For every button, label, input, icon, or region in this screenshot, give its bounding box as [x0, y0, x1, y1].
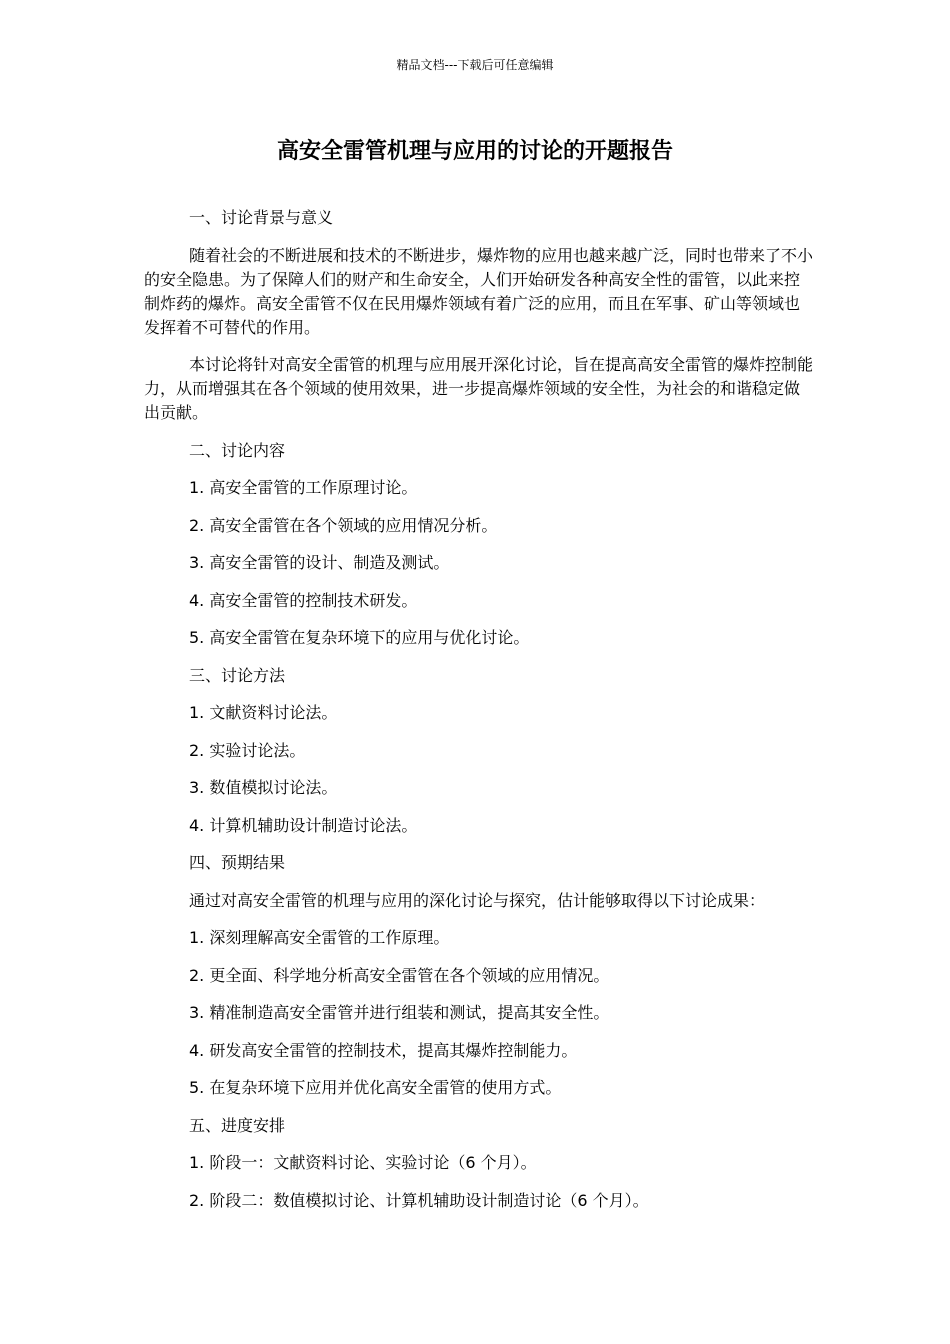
- list-item: 3. 高安全雷管的设计、制造及测试。: [189, 553, 450, 572]
- list-item: 4. 计算机辅助设计制造讨论法。: [189, 815, 418, 835]
- list-item: 1. 高安全雷管的工作原理讨论。: [189, 478, 418, 497]
- section-3-heading: 三、讨论方法: [189, 665, 286, 685]
- list-item: 2. 实验讨论法。: [189, 740, 306, 760]
- list-item: 3. 数值模拟讨论法。: [189, 778, 338, 797]
- list-item: 1. 阶段一：文献资料讨论、实验讨论（6 个月）。: [189, 1153, 537, 1172]
- header-note: 精品文档---下载后可任意编辑: [396, 58, 554, 72]
- document-body: [144, 206, 814, 1226]
- section-2-heading: 二、讨论内容: [189, 440, 286, 460]
- section-1-paragraph-1: 随着社会的不断进展和技术的不断进步，爆炸物的应用也越来越广泛，同时也带来了不小的安全隐患。为了保障人们的财产和生命安全，人们开始研发各种高安全性的雷管，以此来控制炸药的爆炸。高安全雷管不仅在民用爆炸领域有着广泛的应用，而且在军事、矿山等领域也发挥着不可替代的作用。: [144, 245, 814, 337]
- list-item: 4. 研发高安全雷管的控制技术，提高其爆炸控制能力。: [189, 1040, 578, 1060]
- section-4-heading: 四、预期结果: [189, 853, 286, 872]
- list-item: 1. 文献资料讨论法。: [189, 703, 338, 722]
- document-title: 高安全雷管机理与应用的讨论的开题报告: [276, 139, 673, 164]
- list-item: 5. 高安全雷管在复杂环境下的应用与优化讨论。: [189, 628, 530, 647]
- list-item: 2. 阶段二：数值模拟讨论、计算机辅助设计制造讨论（6 个月）。: [189, 1190, 649, 1210]
- section-4-intro: 通过对高安全雷管的机理与应用的深化讨论与探究，估计能够取得以下讨论成果：: [189, 890, 766, 910]
- section-1-heading: 一、讨论背景与意义: [189, 208, 334, 227]
- list-item: 2. 更全面、科学地分析高安全雷管在各个领域的应用情况。: [189, 965, 610, 985]
- section-1-paragraph-2: 本讨论将针对高安全雷管的机理与应用展开深化讨论，旨在提高高安全雷管的爆炸控制能力，从而增强其在各个领域的使用效果，进一步提高爆炸领域的安全性，为社会的和谐稳定做出贡献。: [144, 355, 814, 422]
- list-item: 3. 精准制造高安全雷管并进行组装和测试，提高其安全性。: [189, 1003, 610, 1022]
- section-5-heading: 五、进度安排: [189, 1115, 286, 1135]
- list-item: 2. 高安全雷管在各个领域的应用情况分析。: [189, 515, 498, 535]
- list-item: 5. 在复杂环境下应用并优化高安全雷管的使用方式。: [189, 1078, 562, 1097]
- list-item: 4. 高安全雷管的控制技术研发。: [189, 590, 418, 610]
- list-item: 1. 深刻理解高安全雷管的工作原理。: [189, 928, 450, 947]
